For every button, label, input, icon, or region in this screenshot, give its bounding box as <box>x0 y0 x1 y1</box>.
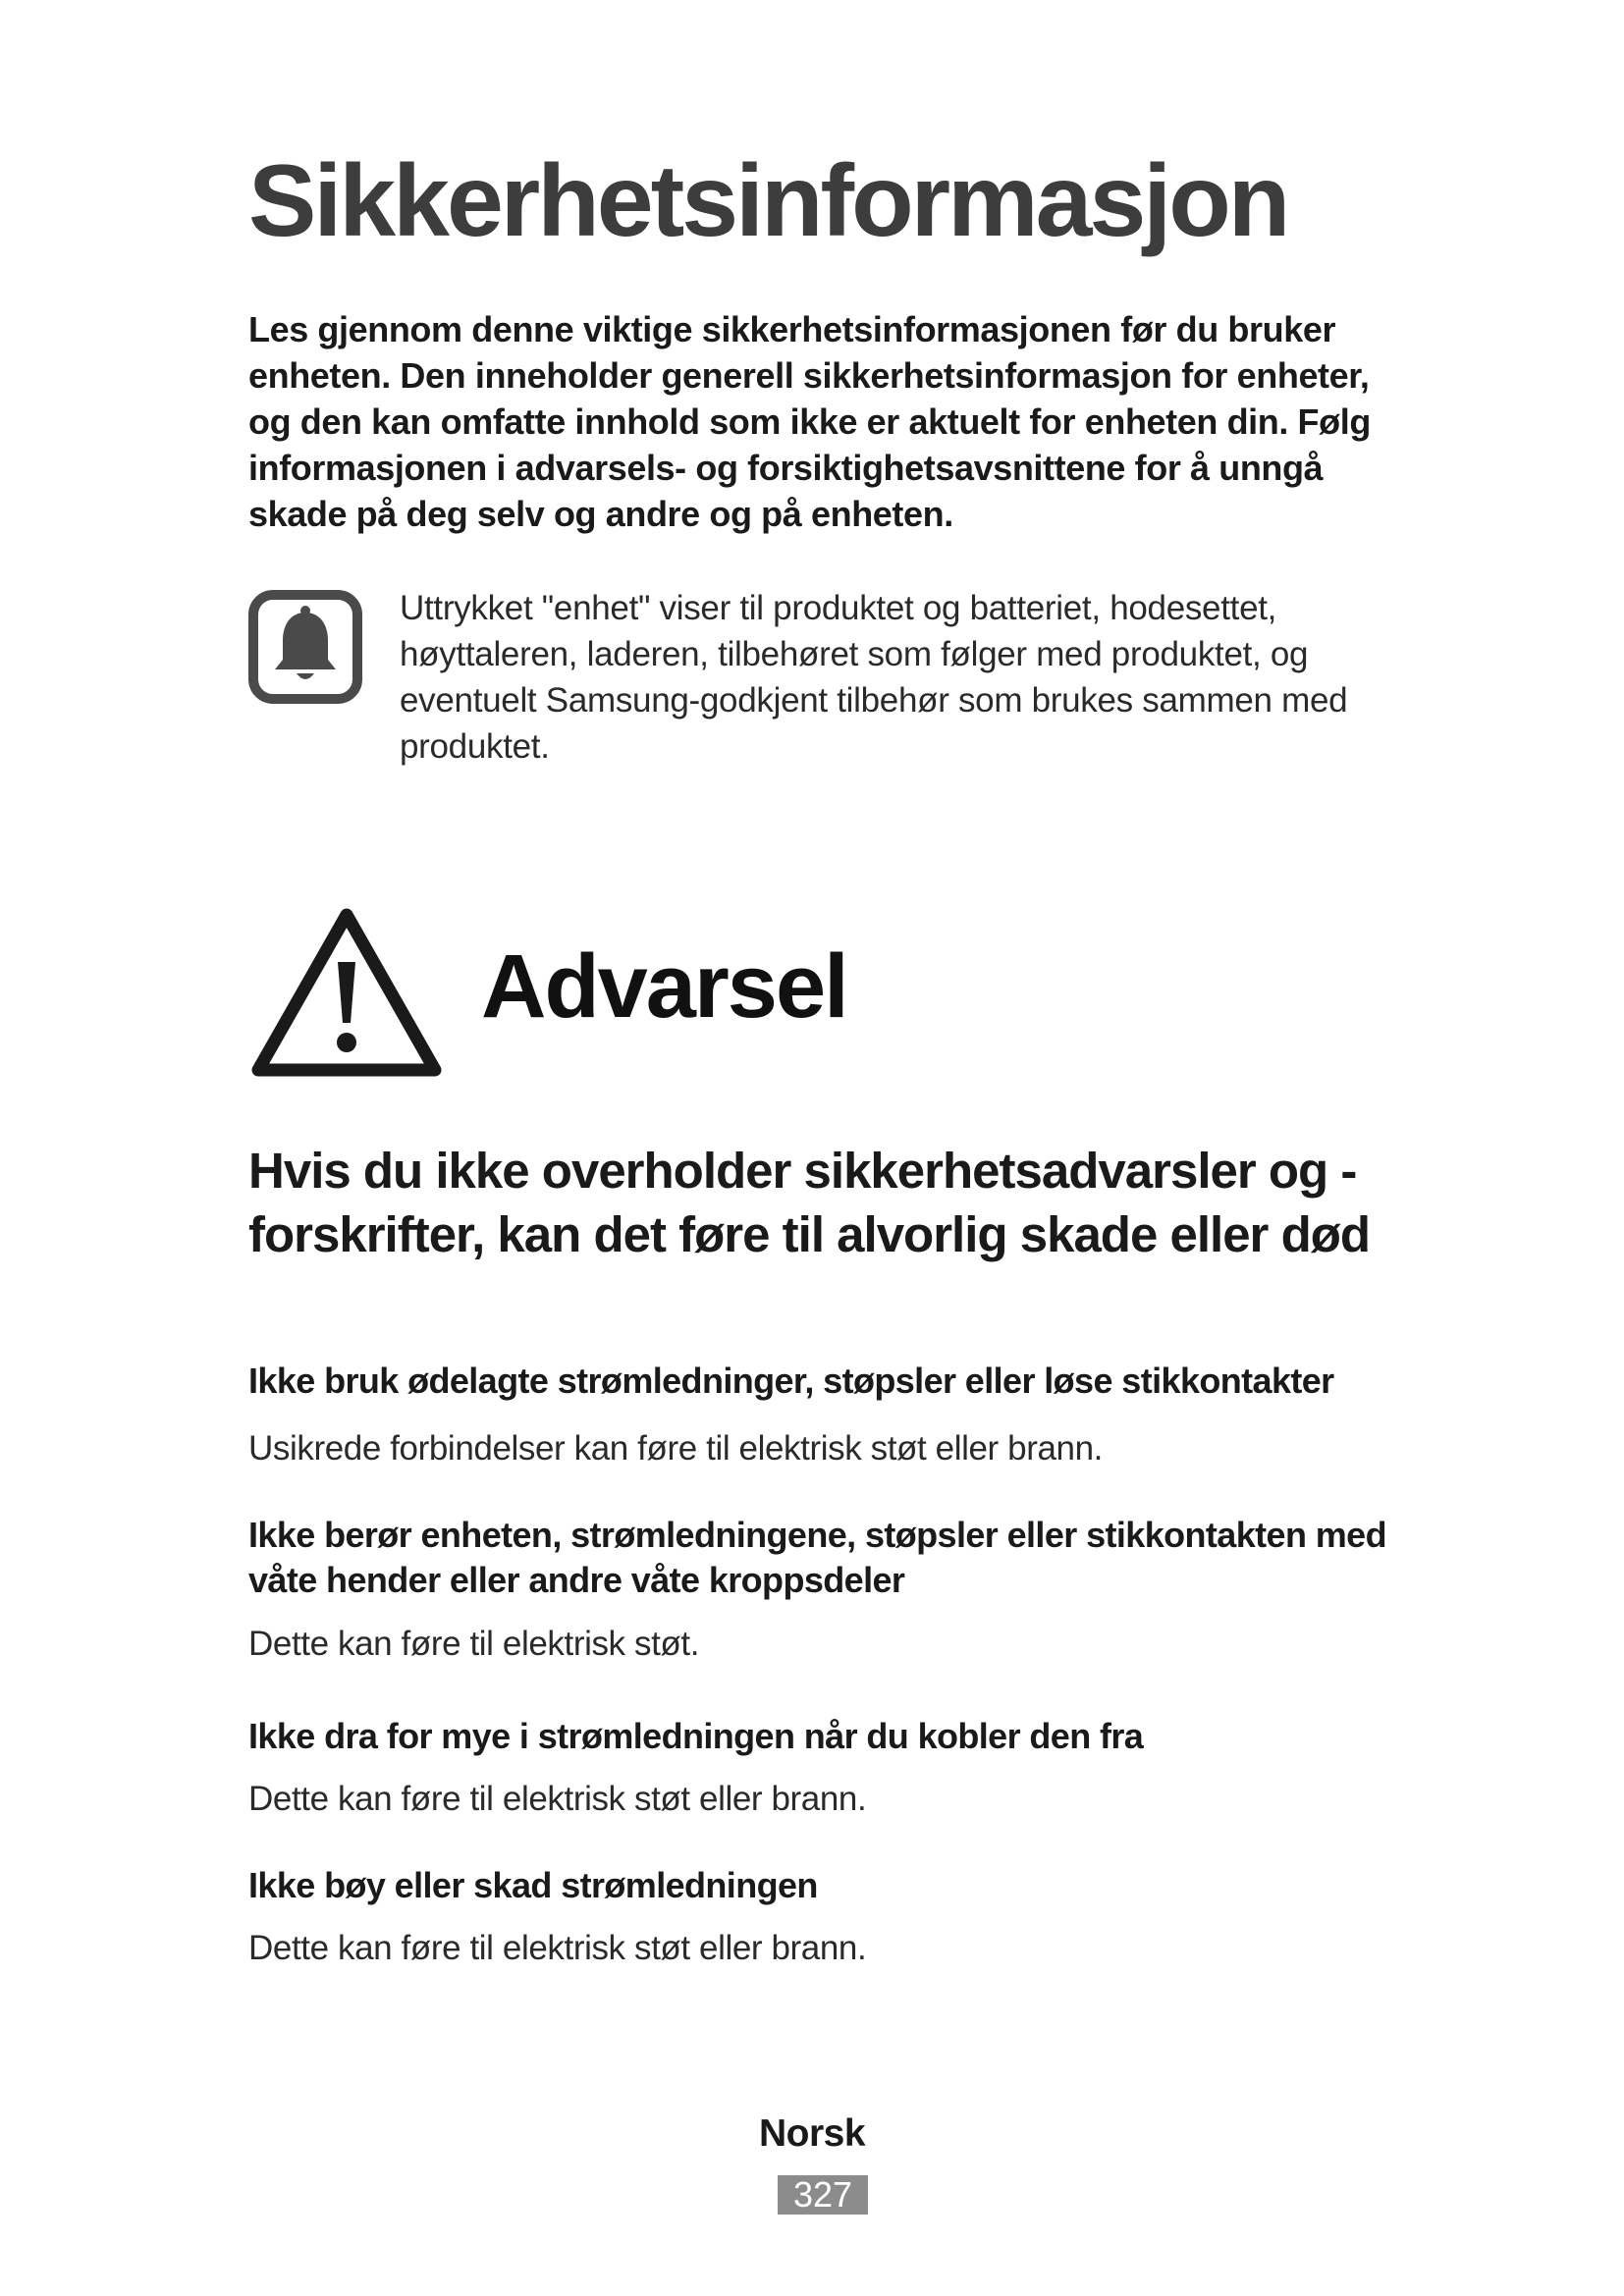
item-text: Dette kan føre til elektrisk støt eller brann. <box>248 1929 867 1967</box>
warning-triangle-icon <box>248 903 445 1080</box>
item-text: Usikrede forbindelser kan føre til elektrisk støt eller brann. <box>248 1429 1103 1468</box>
item-title: Ikke berør enheten, strømledningene, støpsler eller stikkontakten med våte hender eller andre våte kroppsdeler <box>248 1515 1386 1600</box>
intro-paragraph: Les gjennom denne viktige sikkerhetsinformasjonen før du bruker enheten. Den inneholder generell sikkerhetsinformasjon for enheter, og den kan omfatte innhold som ikke er aktuelt for enheten din. Følg informasjonen i advarsels- og forsiktighetsavsnittene for å unngå skade på deg selv og andre og på enheten. <box>248 309 1371 534</box>
item-title: Ikke bruk ødelagte strømledninger, støpsler eller løse stikkontakter <box>248 1361 1334 1401</box>
notification-bell-icon <box>247 589 363 705</box>
item-text: Dette kan føre til elektrisk støt eller brann. <box>248 1780 867 1818</box>
item-title: Ikke dra for mye i strømledningen når du kobler den fra <box>248 1716 1144 1756</box>
item-text: Dette kan føre til elektrisk støt. <box>248 1625 700 1663</box>
item-title: Ikke bøy eller skad strømledningen <box>248 1865 818 1905</box>
section-heading: Hvis du ikke overholder sikkerhetsadvarsler og -forskrifter, kan det føre til alvorlig skade eller død <box>248 1143 1371 1262</box>
warning-heading: Advarsel <box>481 936 847 1037</box>
page-title: Sikkerhetsinformasjon <box>248 144 1288 258</box>
note-text: Uttrykket "enhet" viser til produktet og batteriet, hodesettet, høyttaleren, laderen, tilbehøret som følger med produktet, og eventuelt Samsung-godkjent tilbehør som brukes sammen med produktet. <box>400 589 1348 766</box>
footer-language: Norsk <box>758 2112 866 2155</box>
page-number: 327 <box>778 2175 868 2215</box>
